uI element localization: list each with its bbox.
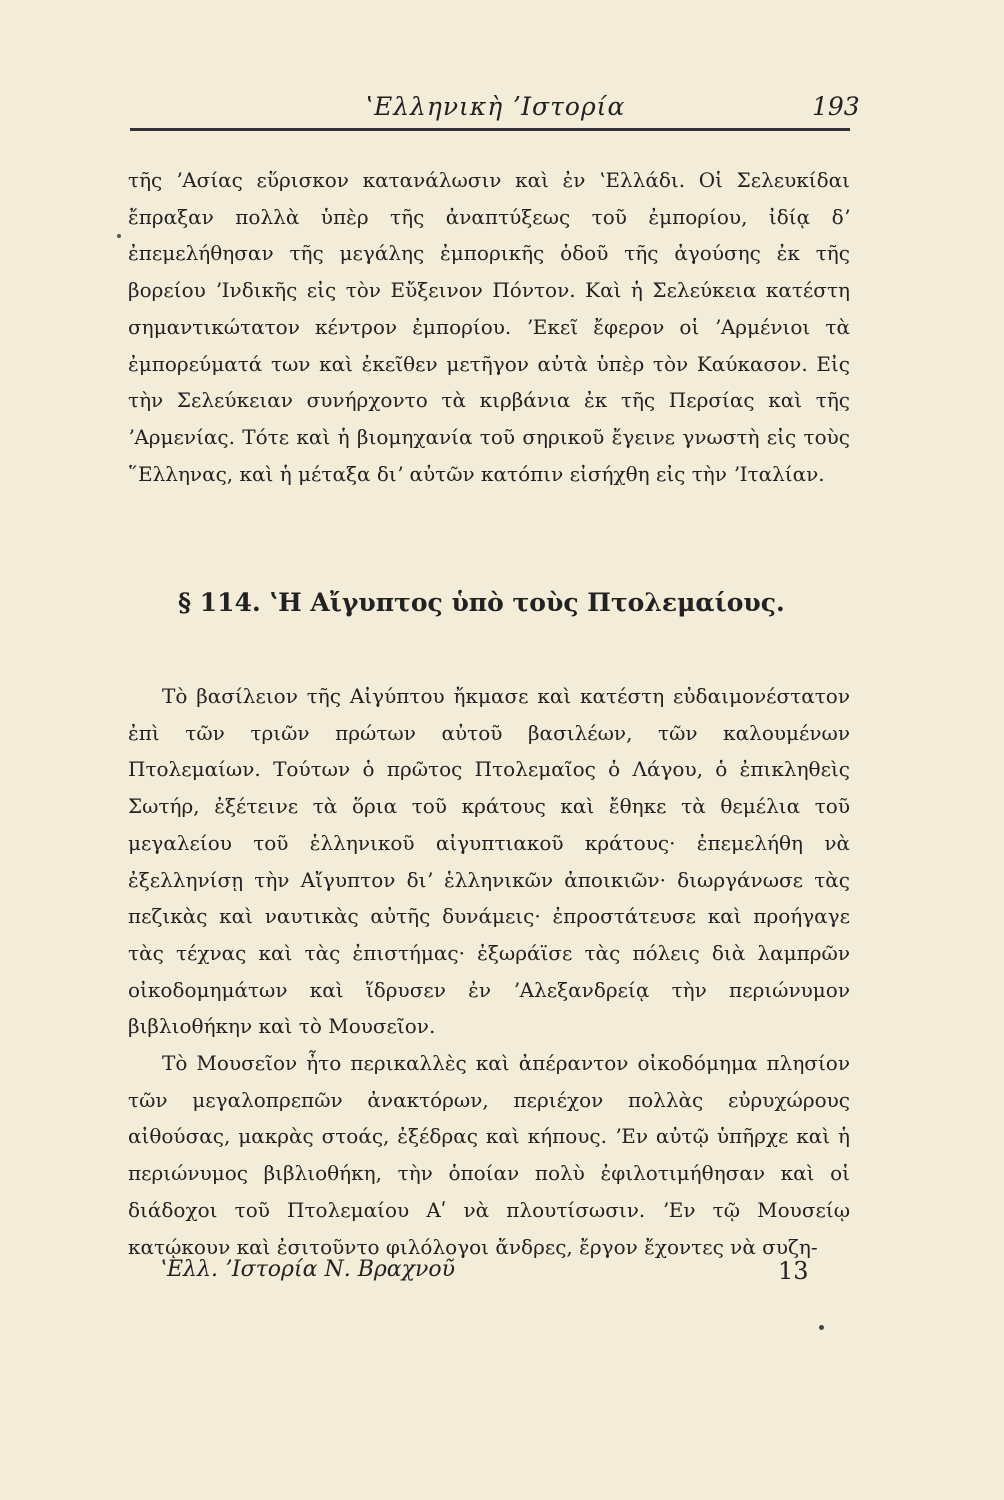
section-heading: § 114. ʽΗ Αἴγυπτος ὑπὸ τοὺς Πτολεμαίους. bbox=[178, 588, 785, 617]
header-rule bbox=[130, 128, 850, 131]
paragraph-museum: Τὸ Μουσεῖον ἦτο περικαλλὲς καὶ ἀπέραντον οἰκοδόμημα πλησίον τῶν μεγαλοπρεπῶν ἀνακτόρων, περιέχον πολλὰς εὐρυχώρους αἰθούσας, μακρὰς στοάς, ἐξέδρας καὶ κήπους. ʼΕν αὐτῷ ὑπῆρχε καὶ ἡ περιώνυμος βιβλιοθήκη, τὴν ὁποίαν πολὺ ἐφιλοτιμήθησαν καὶ οἱ διάδοχοι τοῦ Πτολεμαίου Αʹ νὰ πλουτίσωσιν. ʼΕν τῷ Μουσείῳ κατῴκουν καὶ ἐσιτοῦντο φιλόλογοι ἄνδρες, ἔργον ἔχοντες νὰ συζη- bbox=[128, 1051, 850, 1259]
footer-signature: ʽΕλλ. ʼΙστορία Ν. Βραχνοῦ bbox=[160, 1257, 455, 1282]
running-title: ʽΕλληνικὴ ʼΙστορία bbox=[365, 92, 626, 121]
paragraph-egypt-kingdom: Τὸ βασίλειον τῆς Αἰγύπτου ἤκμασε καὶ κατέστη εὐδαιμονέστατον ἐπὶ τῶν τριῶν πρώτων αὐτοῦ βασιλέων, τῶν καλουμένων Πτολεμαίων. Τούτων ὁ πρῶτος Πτολεμαῖος ὁ Λάγου, ὁ ἐπικληθεὶς Σωτήρ, ἐξέτεινε τὰ ὅρια τοῦ κράτους καὶ ἔθηκε τὰ θεμέλια τοῦ μεγαλείου τοῦ ἑλληνικοῦ αἰγυπτιακοῦ κράτους· ἐπεμελήθη νὰ ἐξελληνίσῃ τὴν Αἴγυπτον διʼ ἑλληνικῶν ἀποικιῶν· διωργάνωσε τὰς πεζικὰς καὶ ναυτικὰς αὐτῆς δυνάμεις· ἐπροστάτευσε καὶ προήγαγε τὰς τέχνας καὶ τὰς ἐπιστήμας· ἐξωράϊσε τὰς πόλεις διὰ λαμπρῶν οἰκοδομημάτων καὶ ἵδρυσεν ἐν ʼΑλεξανδρείᾳ τὴν περιώνυμον βιβλιοθήκην καὶ τὸ Μουσεῖον. bbox=[128, 684, 850, 1039]
margin-dot bbox=[117, 234, 121, 238]
print-dot bbox=[819, 1325, 824, 1330]
paragraph-seleucids: τῆς ʼΑσίας εὕρισκον κατανάλωσιν καὶ ἐν ʽΕλλάδι. Οἱ Σελευκίδαι ἔπραξαν πολλὰ ὑπὲρ τῆς ἀναπτύξεως τοῦ ἐμπορίου, ἰδίᾳ δʼ ἐπεμελήθησαν τῆς μεγάλης ἐμπορικῆς ὁδοῦ τῆς ἀγούσης ἐκ τῆς βορείου ʼΙνδικῆς εἰς τὸν Εὔξεινον Πόντον. Καὶ ἡ Σελεύκεια κατέστη σημαντικώτατον κέντρον ἐμπορίου. ʼΕκεῖ ἔφερον οἱ ʼΑρμένιοι τὰ ἐμπορεύματά των καὶ ἐκεῖθεν μετῆγον αὐτὰ ὑπὲρ τὸν Καύκασον. Εἰς τὴν Σελεύκειαν συνήρχοντο τὰ κιρβάνια ἐκ τῆς Περσίας καὶ τῆς ʼΑρμενίας. Τότε καὶ ἡ βιομηχανία τοῦ σηρικοῦ ἔγεινε γνωστὴ εἰς τοὺς ῞Ελληνας, καὶ ἡ μέταξα διʼ αὐτῶν κατόπιν εἰσήχθη εἰς τὴν ʼΙταλίαν. bbox=[128, 168, 850, 486]
page-number: 193 bbox=[812, 92, 860, 121]
footer-signature-number: 13 bbox=[778, 1257, 809, 1285]
